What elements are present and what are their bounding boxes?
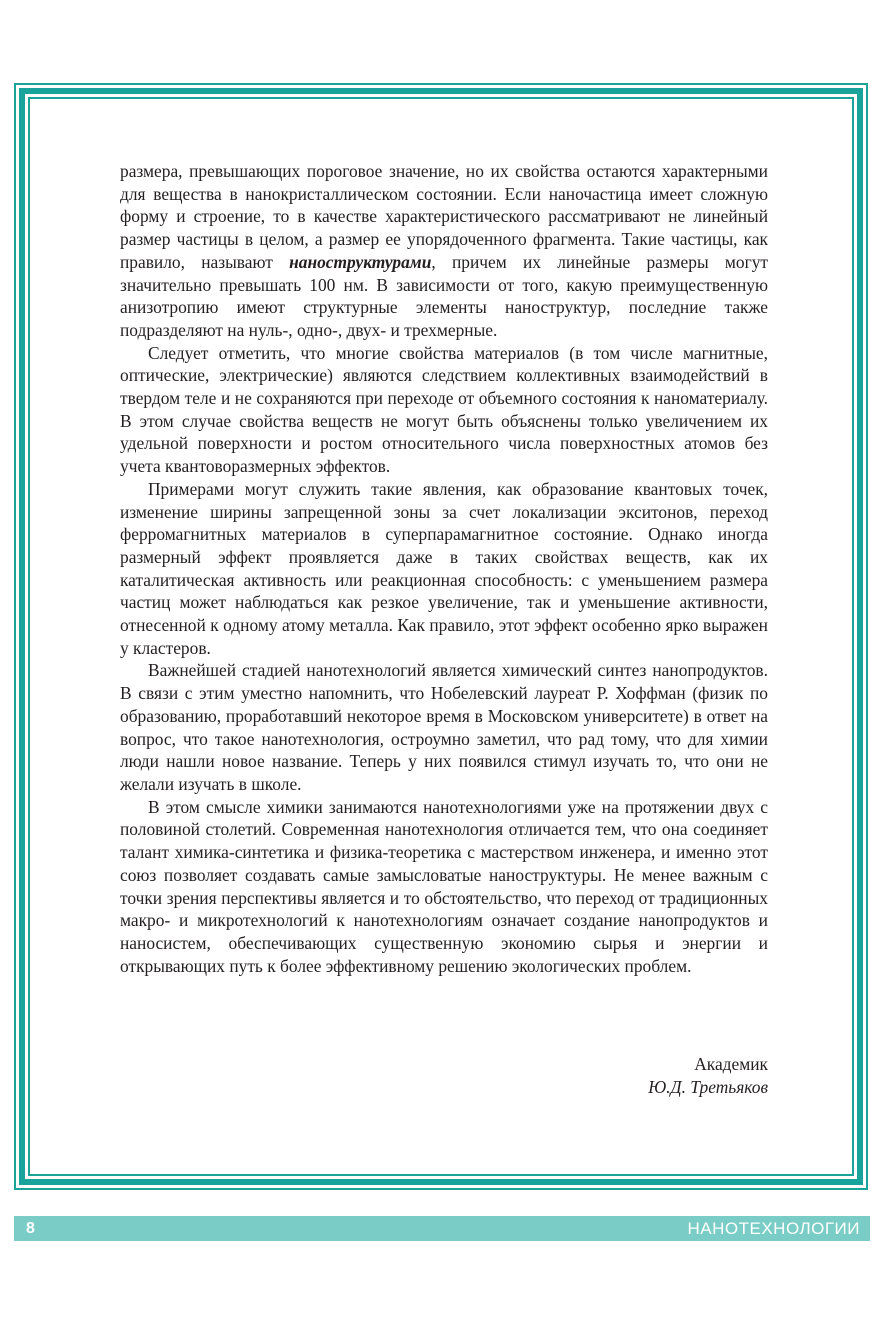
- body-text: [120, 160, 768, 977]
- paragraph-5: В этом смысле химики занимаются нанотехнологиями уже на протяжении двух с половиной столетий. Современная нанотехнология отличается тем, что она соединяет талант химика-синтетика и физика-теоретика с мастерством инженера, и именно этот союз позволяет создавать самые замысловатые наноструктуры. Не менее важным с точки зрения перспективы является и то обстоятельство, что переход от традиционных макро- и микротехнологий к нанотехнологиям означает создание нанопродуктов и наносистем, обеспечивающих существенную экономию сырья и энергии и открывающих путь к более эффективному решению экологических проблем.: [120, 796, 768, 976]
- paragraph-2: Следует отметить, что многие свойства материалов (в том числе магнитные, оптические, электрические) являются следствием коллективных взаимодействий в твердом теле и не сохраняются при переходе от объемного состояния к наноматериалу. В этом случае свойства веществ не могут быть объяснены только увеличением их удельной поверхности и ростом относительного числа поверхностных атомов без учета квантоворазмерных эффектов.: [120, 342, 768, 477]
- running-title: НАНОТЕХНОЛОГИИ: [687, 1219, 860, 1238]
- paragraph-1-text-a: размера, превышающих пороговое значение, но их свойства остаются характерными для вещества в нанокристаллическом состоянии. Если наночастица имеет сложную форму и строение, то в качестве характеристического рассматривают не линейный размер частицы в целом, а размер ее упорядоченного фрагмента. Такие частицы, как правило, называют: [120, 161, 768, 272]
- paragraph-1-text-b: , причем их линейные размеры могут значительно превышать 100 нм. В зависимости от того, какую преимущественную анизотропию имеют структурные элементы наноструктур, последние также подразделяют на нуль-, одно-, двух- и трехмерные.: [120, 251, 768, 340]
- term-nanostructures: наноструктурами: [289, 251, 432, 272]
- signature-block: [648, 1053, 768, 1099]
- paragraph-4: Важнейшей стадией нанотехнологий является химический синтез нанопродуктов. В связи с этим уместно напомнить, что Нобелевский лауреат Р. Хоффман (физик по образованию, проработавший некоторое время в Московском университете) в ответ на вопрос, что такое нанотехнология, остроумно заметил, что рад тому, что для химии люди нашли новое название. Теперь у них появился стимул изучать то, что они не желали изучать в школе.: [120, 660, 768, 794]
- signature-title: Академик: [694, 1054, 768, 1074]
- paragraph-3: Примерами могут служить такие явления, как образование квантовых точек, изменение ширины запрещенной зоны за счет локализации экситонов, переход ферромагнитных материалов в суперпарамагнитное состояние. Однако иногда размерный эффект проявляется даже в таких свойствах веществ, как их каталитическая активность или реакционная способность: с уменьшением размера частиц может наблюдаться как резкое увеличение, так и уменьшение активности, отнесенной к одному атому металла. Как правило, этот эффект особенно ярко выражен у кластеров.: [120, 478, 768, 658]
- signature-name: Ю.Д. Третьяков: [648, 1077, 768, 1097]
- paragraph-1: [120, 160, 768, 342]
- page-number: 8: [26, 1220, 35, 1237]
